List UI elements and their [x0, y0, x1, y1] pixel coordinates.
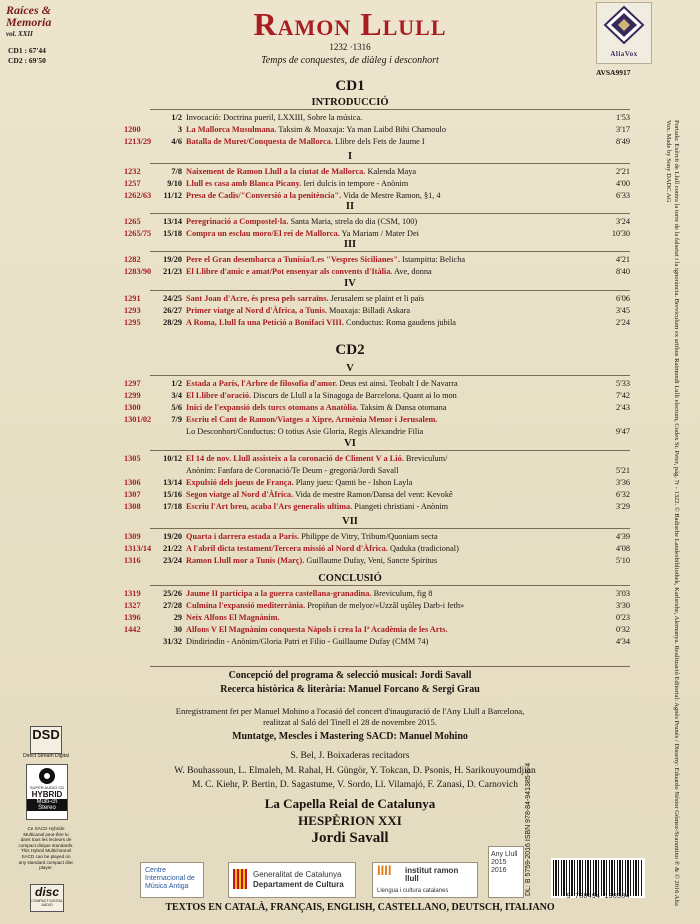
track-row	[86, 501, 630, 513]
track-year: 1213/29	[124, 137, 152, 146]
cima-text: Centre Internacional de Música Antiga	[145, 867, 195, 890]
track-year: 1301/02	[124, 415, 152, 424]
track-description	[186, 636, 586, 648]
track-description	[186, 624, 586, 636]
track-piece: Jerusalem se plaint et li païs	[328, 294, 424, 303]
cd1-time: CD1 : 67'44	[8, 46, 46, 55]
track-number: 30	[173, 625, 182, 634]
barcode-icon	[551, 858, 645, 898]
track-duration: 5'21	[616, 466, 630, 475]
track-title: Naixement de Ramon Llull a la ciutat de Mallorca.	[186, 167, 366, 176]
track-number: 17/18	[163, 502, 182, 511]
track-row	[86, 465, 630, 477]
track-row	[86, 293, 630, 305]
track-title: Culmina l'expansió mediterrània.	[186, 601, 306, 610]
track-title: Inici de l'expansió dels turcs otomans a Anatòlia.	[186, 403, 359, 412]
track-description	[186, 453, 586, 465]
track-number: 29	[173, 613, 182, 622]
track-description	[186, 293, 586, 305]
track-description	[186, 531, 586, 543]
track-duration: 6'06	[616, 294, 630, 303]
track-piece: Breviculum, fig 8	[371, 589, 433, 598]
track-year: 1262/63	[124, 191, 152, 200]
cd-durations	[8, 46, 46, 66]
track-description	[186, 426, 586, 438]
life-dates: 1232 ·1316	[329, 42, 371, 52]
track-year: 1306	[124, 478, 141, 487]
track-description	[186, 414, 586, 426]
track-description	[186, 402, 586, 414]
track-piece: Dindirindin - Anònim/Gloria Patri et Filio - Guillaume Dufay (CMM 74)	[186, 637, 429, 646]
track-row	[86, 489, 630, 501]
track-row	[86, 378, 630, 390]
hybrid-label: HYBRID	[31, 790, 63, 799]
track-piece: Ya Mariam / Mater Dei	[339, 229, 419, 238]
credit-performers-2: M. C. Kiehr, P. Bertin, D. Sagastume, V. Sordo, Ll. Vilamajó, F. Zanasi, D. Carnovich	[191, 780, 519, 790]
track-number: 15/18	[163, 229, 182, 238]
irl-mark-icon: llll	[377, 863, 392, 878]
track-duration: 3'03	[616, 589, 630, 598]
divider	[150, 528, 630, 529]
track-duration: 5'10	[616, 556, 630, 565]
track-piece: Plany jueu: Qamti be - Ishon Layla	[293, 478, 413, 487]
track-duration: 3'30	[616, 601, 630, 610]
track-description	[186, 543, 586, 555]
any-llull-text: Any Llull 2015 2016	[491, 851, 518, 874]
generalitat-text: Generalitat de Catalunya	[253, 870, 342, 879]
track-row	[86, 426, 630, 438]
track-row	[86, 178, 630, 190]
credit-recording-2: realitzat al Saló del Tinell el 28 de novembre 2015.	[263, 717, 437, 727]
divider	[150, 585, 630, 586]
section-heading: V	[346, 363, 354, 374]
track-year: 1265	[124, 217, 141, 226]
credit-research: Recerca històrica & literària: Manuel Forcano & Sergi Grau	[220, 684, 480, 695]
track-year: 1396	[124, 613, 141, 622]
cd1-intro-heading: INTRODUCCIÓ	[311, 97, 389, 108]
track-number: 24/25	[163, 294, 182, 303]
track-duration: 5'33	[616, 379, 630, 388]
track-title: Ramon Llull mor a Tunis (Març).	[186, 556, 305, 565]
track-piece: Moaxaja: Billadi Askara	[326, 306, 411, 315]
track-description	[186, 465, 586, 477]
series-line2: Memoria	[6, 15, 52, 29]
track-row	[86, 555, 630, 567]
track-description	[186, 216, 586, 228]
track-description	[186, 501, 586, 513]
track-piece: Vida de mestre Ramon/Dansa del vent: Kevokê	[293, 490, 453, 499]
track-piece: Ieri dulcis in tempore - Anònim	[301, 179, 409, 188]
divider	[150, 290, 630, 291]
track-description	[186, 489, 586, 501]
track-duration: 4'39	[616, 532, 630, 541]
album-title: Ramon Llull	[253, 6, 447, 42]
divider	[150, 666, 630, 667]
ensemble-capella: La Capella Reial de Catalunya	[264, 796, 436, 811]
track-title: El 14 de nov. Llull assisteix a la coronació de Climent V a Lió.	[186, 454, 404, 463]
track-description	[186, 612, 586, 624]
divider	[150, 450, 630, 451]
track-duration: 4'21	[616, 255, 630, 264]
track-duration: 2'21	[616, 167, 630, 176]
section-heading: II	[345, 201, 355, 212]
track-row	[86, 254, 630, 266]
track-piece: Ave, donna	[392, 267, 432, 276]
track-row	[86, 531, 630, 543]
track-title: Alfons V El Magnànim conquesta Nàpols i crea la Iª Acadèmia de les Arts.	[186, 625, 448, 634]
track-duration: 3'17	[616, 125, 630, 134]
track-row	[86, 305, 630, 317]
catalog-number: AVSA9917	[596, 68, 631, 77]
track-title: El Llibre d'oració.	[186, 391, 252, 400]
section-heading: III	[343, 239, 357, 250]
credit-reciters: S. Bel, J. Boixaderas recitadors	[290, 751, 410, 761]
track-year: 1319	[124, 589, 141, 598]
track-number: 1/2	[171, 113, 182, 122]
track-piece: Vida de Mestre Ramon, §1, 4	[341, 191, 441, 200]
track-description	[186, 166, 586, 178]
track-title: Llull es casa amb Blanca Picany.	[186, 179, 302, 188]
track-piece: Istampitta: Belicha	[400, 255, 466, 264]
track-duration: 9'47	[616, 427, 630, 436]
track-piece: Anònim: Fanfara de Coronació/Te Deum - gregorià/Jordi Savall	[186, 466, 399, 475]
divider	[150, 251, 630, 252]
compact-disc-logo-icon	[30, 884, 64, 912]
track-year: 1308	[124, 502, 141, 511]
track-duration: 4'08	[616, 544, 630, 553]
track-number: 9/10	[167, 179, 182, 188]
track-description	[186, 254, 586, 266]
irl-text: institut ramon llull	[405, 866, 459, 883]
track-duration: 6'33	[616, 191, 630, 200]
track-piece: Conductus: Roma gaudens jubila	[343, 318, 456, 327]
track-title: Pere el Gran desembarca a Tunísia/Les "Vespres Sicilianes".	[186, 255, 401, 264]
divider	[150, 375, 630, 376]
track-year: 1305	[124, 454, 141, 463]
cd2-heading: CD2	[335, 342, 365, 358]
track-piece: Taksim & Moaxaja: Ya man Laibd Bihi Chamoulo	[276, 125, 447, 134]
track-description	[186, 136, 586, 148]
departament-text: Departament de Cultura	[253, 880, 344, 889]
track-title: A l'abril dicta testament/Tercera missió al Nord d'Àfrica.	[186, 544, 388, 553]
track-year: 1299	[124, 391, 141, 400]
track-number: 13/14	[163, 217, 182, 226]
track-number: 1/2	[171, 379, 182, 388]
track-description	[186, 317, 586, 329]
track-piece: Breviculum/	[403, 454, 448, 463]
track-title: La Mallorca Musulmana.	[186, 125, 277, 134]
track-year: 1200	[124, 125, 141, 134]
track-number: 3/4	[171, 391, 182, 400]
divider	[150, 213, 630, 214]
track-duration: 2'43	[616, 403, 630, 412]
credit-mastering: Muntatge, Mescles i Mastering SACD: Manuel Mohino	[232, 731, 468, 742]
track-piece: Santa Maria, strela do dia (CSM, 100)	[288, 217, 418, 226]
irl-sub: Llengua i cultura catalanes	[377, 888, 449, 894]
track-piece: Kalenda Maya	[365, 167, 417, 176]
track-title: Quarta i darrera estada a París.	[186, 532, 300, 541]
track-piece: Qaduka (tradicional)	[387, 544, 459, 553]
track-year: 1316	[124, 556, 141, 565]
cd2-time: CD2 : 69'50	[8, 56, 46, 65]
track-row	[86, 543, 630, 555]
track-title: Jaume II participa a la guerra castellana-granadina.	[186, 589, 372, 598]
track-year: 1442	[124, 625, 141, 634]
director-name: Jordi Savall	[311, 830, 389, 846]
series-logo	[6, 4, 86, 40]
section-heading: IV	[344, 278, 356, 289]
track-piece: Deus est ainsi. Teobalt I de Navarra	[337, 379, 458, 388]
track-title: El Llibre d'amic e amat/Pot ensenyar als convents d'Itàlia.	[186, 267, 393, 276]
credit-concept: Concepció del programa & selecció musical: Jordi Savall	[228, 670, 472, 681]
track-year: 1297	[124, 379, 141, 388]
track-duration: 4'34	[616, 637, 630, 646]
track-piece: Guillaume Dufay, Veni, Sancte Spiritus	[304, 556, 438, 565]
track-row	[86, 216, 630, 228]
track-duration: 0'32	[616, 625, 630, 634]
track-title: Presa de Cadis/"Conversió a la penitència".	[186, 191, 342, 200]
isbn-text: DL: B 5759-2016 ISBN 978-84-941385-8-4	[525, 762, 532, 896]
credit-performers-1: W. Bouhassoun, L. Elmaleh, M. Rahal, H. Güngör, Y. Tokcan, D. Psonis, H. Sarikouyoumdjian	[174, 766, 536, 776]
senyera-icon	[233, 869, 247, 889]
track-description	[186, 112, 586, 124]
track-row	[86, 612, 630, 624]
track-year: 1309	[124, 532, 141, 541]
track-title: Estada a París, l'Arbre de filosofia d'amor.	[186, 379, 338, 388]
track-piece: Lo Desconhort/Conductus: O totius Asie Gloria, Regis Alexandrie Filia	[186, 427, 424, 436]
track-piece: Discurs de Llull a la Sinagoga de Barcelona. Quant ai lo mon	[251, 391, 457, 400]
track-row	[86, 624, 630, 636]
multich-label: Multi-ch	[27, 799, 67, 805]
languages-line: TEXTOS EN CATALÀ, FRANÇAIS, ENGLISH, CASTELLANO, DEUTSCH, ITALIANO	[165, 902, 555, 913]
dsd-sub: Direct Stream Digital	[23, 753, 69, 759]
divider	[150, 163, 630, 164]
track-row	[86, 636, 630, 648]
track-duration: 3'24	[616, 217, 630, 226]
sidebar-credits	[666, 120, 694, 920]
album-subtitle: Temps de conquestes, de diàleg i desconhort	[261, 55, 439, 66]
track-number: 7/8	[171, 167, 182, 176]
track-duration: 3'29	[616, 502, 630, 511]
any-llull-logo	[488, 846, 524, 898]
track-number: 7/9	[171, 415, 182, 424]
track-number: 26/27	[163, 306, 182, 315]
section-heading: I	[347, 151, 353, 162]
track-duration: 2'24	[616, 318, 630, 327]
ensemble-hesperion: HESPÈRION XXI	[298, 813, 402, 828]
track-row	[86, 600, 630, 612]
sidebar-credit-text: Portada: Exèrcit de Llull contra la torre de la falsetat i la ignorància. Breviculum ex artibus Raimundi Lulli electum, Codex St. Peter, pág. 7r - 1322. © Badische Landesbibliothek, Karlsruhe, Alemanya. Realització Editorial: Agnès Prunés / Disseny: Eduardo Néstor Gómez-Scarantino ℗ & © 2016 Alia Vox. Made by Sony DADC AG	[665, 120, 680, 906]
track-number: 25/26	[163, 589, 182, 598]
sacd-logo-icon	[26, 764, 68, 820]
hybrid-note: Ce SACD Hybride Multicanal peut-être lu dans tous les lecteurs de compact disque standards. This Hybrid Multichannel SACD can be played on any standard compact disc player.	[18, 826, 74, 871]
track-number: 21/23	[163, 267, 182, 276]
track-description	[186, 378, 586, 390]
track-description	[186, 600, 586, 612]
track-number: 5/6	[171, 403, 182, 412]
generalitat-logo	[228, 862, 356, 898]
track-title: Escriu el Cant de Ramon/Viatges a Xipre, Armènia Menor i Jerusalem.	[186, 415, 438, 424]
track-duration: 10'30	[611, 229, 630, 238]
track-piece: Llibre dels Fets de Jaume I	[332, 137, 425, 146]
track-description	[186, 555, 586, 567]
track-year: 1283/90	[124, 267, 152, 276]
track-duration: 0'23	[616, 613, 630, 622]
track-year: 1232	[124, 167, 141, 176]
track-number: 31/32	[163, 637, 182, 646]
cd1-heading: CD1	[335, 78, 365, 94]
track-number: 13/14	[163, 478, 182, 487]
track-description	[186, 477, 586, 489]
track-title: Batalla de Muret/Conquesta de Mallorca.	[186, 137, 333, 146]
track-number: 10/12	[163, 454, 182, 463]
track-description	[186, 266, 586, 278]
track-title: Primer viatge al Nord d'Àfrica, a Tunis.	[186, 306, 327, 315]
track-number: 4/6	[171, 137, 182, 146]
track-number: 15/16	[163, 490, 182, 499]
series-line1: Raíces &	[6, 3, 51, 17]
track-duration: 3'45	[616, 306, 630, 315]
track-description	[186, 390, 586, 402]
track-number: 19/20	[163, 532, 182, 541]
track-number: 3	[177, 125, 182, 134]
credit-recording-1: Enregistrament fet per Manuel Mohino a l'ocasió del concert d'inauguració de l'Any Llull a Barcelona,	[175, 706, 525, 716]
track-row	[86, 166, 630, 178]
track-duration: 8'49	[616, 137, 630, 146]
track-title: A Roma, Llull fa una Petició a Bonifaci VIII.	[186, 318, 344, 327]
track-duration: 4'00	[616, 179, 630, 188]
track-year: 1282	[124, 255, 141, 264]
track-year: 1265/75	[124, 229, 152, 238]
track-row	[86, 477, 630, 489]
track-row	[86, 266, 630, 278]
track-row	[86, 453, 630, 465]
section-heading: VI	[344, 438, 356, 449]
track-title: Expulsió dels jueus de França.	[186, 478, 294, 487]
track-row	[86, 390, 630, 402]
track-description	[186, 588, 586, 600]
track-title: Peregrinació a Compostel·la.	[186, 217, 289, 226]
track-title: Segon viatge al Nord d'Àfrica.	[186, 490, 294, 499]
track-year: 1300	[124, 403, 141, 412]
track-duration: 6'32	[616, 490, 630, 499]
track-description	[186, 178, 586, 190]
track-year: 1313/14	[124, 544, 152, 553]
track-piece: Philippe de Vitry, Tribum/Quoniam secta	[299, 532, 438, 541]
irl-logo	[372, 862, 478, 898]
divider	[150, 109, 630, 110]
track-year: 1295	[124, 318, 141, 327]
series-volume: vol. XXII	[6, 30, 33, 38]
track-number: 11/12	[163, 191, 182, 200]
cd-sub: COMPACT DIGITAL AUDIO	[31, 899, 63, 907]
track-duration: 3'36	[616, 478, 630, 487]
track-description	[186, 124, 586, 136]
track-row	[86, 317, 630, 329]
track-number: 19/20	[163, 255, 182, 264]
track-row	[86, 588, 630, 600]
track-title: Sant Joan d'Acre, és presa pels sarraïns.	[186, 294, 329, 303]
track-year: 1293	[124, 306, 141, 315]
track-title: Neix Alfons El Magnànim.	[186, 613, 280, 622]
barcode-number: 9 788494 138584	[566, 893, 630, 901]
track-row	[86, 124, 630, 136]
section-heading: VII	[342, 516, 358, 527]
dsd-logo-icon	[30, 726, 62, 754]
cima-logo	[140, 862, 204, 898]
track-row	[86, 402, 630, 414]
sacd-label: SUPER AUDIO CD	[29, 785, 65, 790]
track-year: 1327	[124, 601, 141, 610]
track-number: 21/22	[163, 544, 182, 553]
track-year: 1291	[124, 294, 141, 303]
label-name: AliaVox	[610, 50, 638, 58]
track-title: Compra un esclau moro/El rei de Mallorca.	[186, 229, 340, 238]
track-number: 27/28	[163, 601, 182, 610]
dsd-label: DSD	[32, 727, 60, 742]
cd-label: disc	[34, 885, 59, 899]
track-duration: 7'42	[616, 391, 630, 400]
track-year: 1257	[124, 179, 141, 188]
track-piece: Taksim & Dansa otomana	[358, 403, 447, 412]
track-row	[86, 112, 630, 124]
track-year: 1307	[124, 490, 141, 499]
track-piece: Propiñan de melyor/«Uzzâl uşûleş Darb-i feth»	[305, 601, 465, 610]
conclusion-heading: CONCLUSIÓ	[318, 573, 382, 584]
track-title: Escriu l'Art breu, acaba l'Ars generalis ultima.	[186, 502, 353, 511]
track-piece: Invocació: Doctrina pueril, LXXIII, Sobre la música.	[186, 113, 363, 122]
track-piece: Piangeti christiani - Anònim	[352, 502, 449, 511]
track-duration: 8'40	[616, 267, 630, 276]
track-number: 23/24	[163, 556, 182, 565]
track-duration: 1'53	[616, 113, 630, 122]
track-row	[86, 136, 630, 148]
track-number: 28/29	[163, 318, 182, 327]
track-description	[186, 305, 586, 317]
stereo-label: Stereo	[27, 805, 67, 811]
track-row	[86, 414, 630, 426]
